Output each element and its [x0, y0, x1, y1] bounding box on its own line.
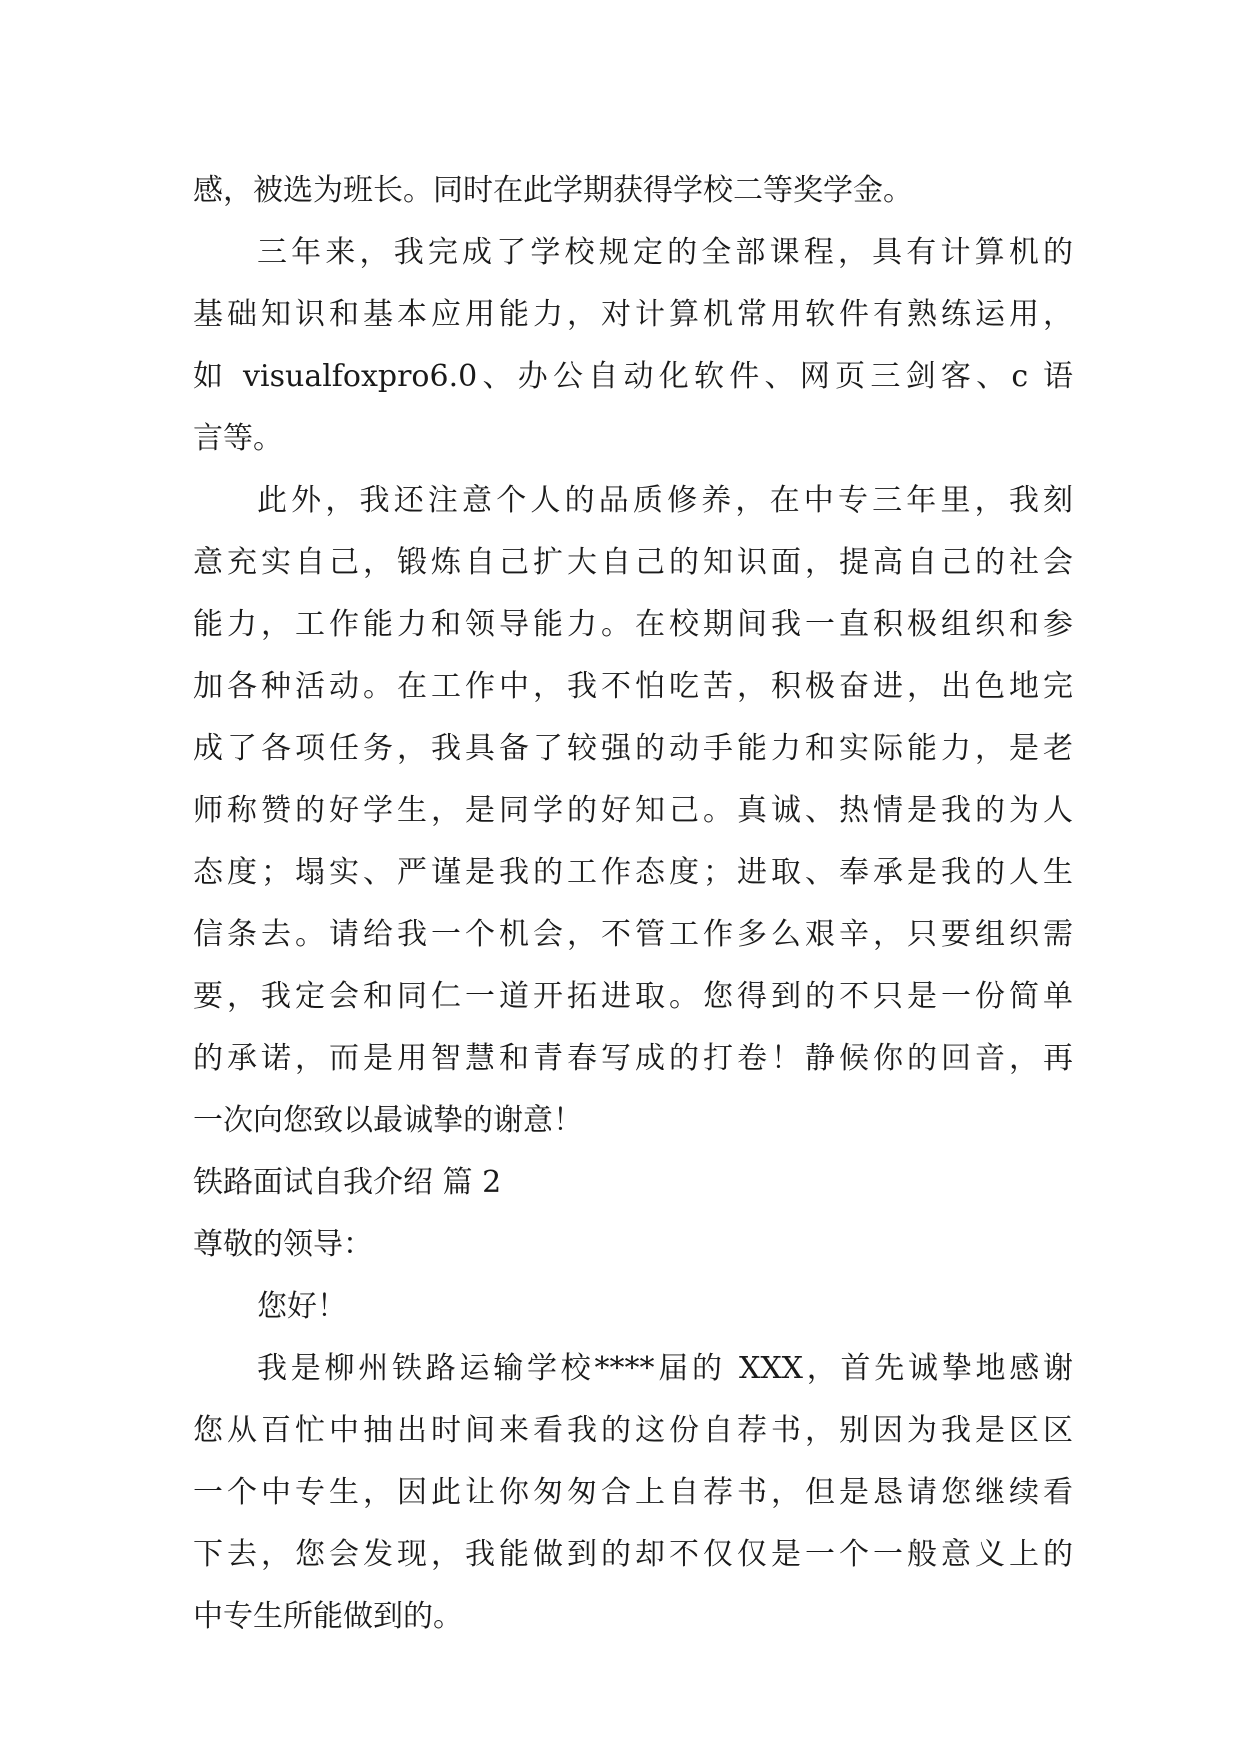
paragraph-4: [193, 1338, 1073, 1648]
section-heading: [193, 1152, 1073, 1214]
text-line: 加各种活动。在工作中，我不怕吃苦，积极奋进，出色地完: [193, 669, 1073, 704]
paragraph-2: [193, 222, 1073, 470]
text-line: 师称赞的好学生，是同学的好知己。真诚、热情是我的为人: [193, 793, 1073, 828]
section-title: 铁路面试自我介绍 篇 2: [193, 1165, 502, 1200]
paragraph-3: [193, 470, 1073, 1152]
text-line: 要，我定会和同仁一道开拓进取。您得到的不只是一份简单: [193, 979, 1073, 1014]
text-line: 一次向您致以最诚挚的谢意！: [193, 1103, 583, 1138]
text-line: 下去，您会发现，我能做到的却不仅仅是一个一般意义上的: [193, 1537, 1073, 1572]
text-line: 一个中专生，因此让你匆匆合上自荐书，但是恳请您继续看: [193, 1475, 1073, 1510]
greeting-line: 您好！: [257, 1289, 347, 1324]
text-line: 我是柳州铁路运输学校****届的 XXX，首先诚挚地感谢: [257, 1351, 1073, 1386]
salutation-line: 尊敬的领导：: [193, 1227, 373, 1262]
document-body: [193, 160, 1073, 1648]
text-line: 言等。: [193, 421, 283, 456]
text-line: 态度；塌实、严谨是我的工作态度；进取、奉承是我的人生: [193, 855, 1073, 890]
text-line: 基础知识和基本应用能力，对计算机常用软件有熟练运用，: [193, 297, 1073, 332]
text-line: 感，被选为班长。同时在此学期获得学校二等奖学金。: [193, 173, 913, 208]
greeting: [193, 1276, 1073, 1338]
text-line: 成了各项任务，我具备了较强的动手能力和实际能力，是老: [193, 731, 1073, 766]
text-line: 信条去。请给我一个机会，不管工作多么艰辛，只要组织需: [193, 917, 1073, 952]
text-line: 如 visualfoxpro6.0、办公自动化软件、网页三剑客、c 语: [193, 359, 1073, 394]
text-line: 意充实自己，锻炼自己扩大自己的知识面，提高自己的社会: [193, 545, 1073, 580]
salutation: [193, 1214, 1073, 1276]
text-line: 三年来，我完成了学校规定的全部课程，具有计算机的: [257, 235, 1073, 270]
text-line: 的承诺，而是用智慧和青春写成的打卷！静候你的回音，再: [193, 1041, 1073, 1076]
text-line: 此外，我还注意个人的品质修养，在中专三年里，我刻: [257, 483, 1073, 518]
text-line: 中专生所能做到的。: [193, 1599, 463, 1634]
text-line: 您从百忙中抽出时间来看我的这份自荐书，别因为我是区区: [193, 1413, 1073, 1448]
text-line: 能力，工作能力和领导能力。在校期间我一直积极组织和参: [193, 607, 1073, 642]
paragraph-1: [193, 160, 1073, 222]
